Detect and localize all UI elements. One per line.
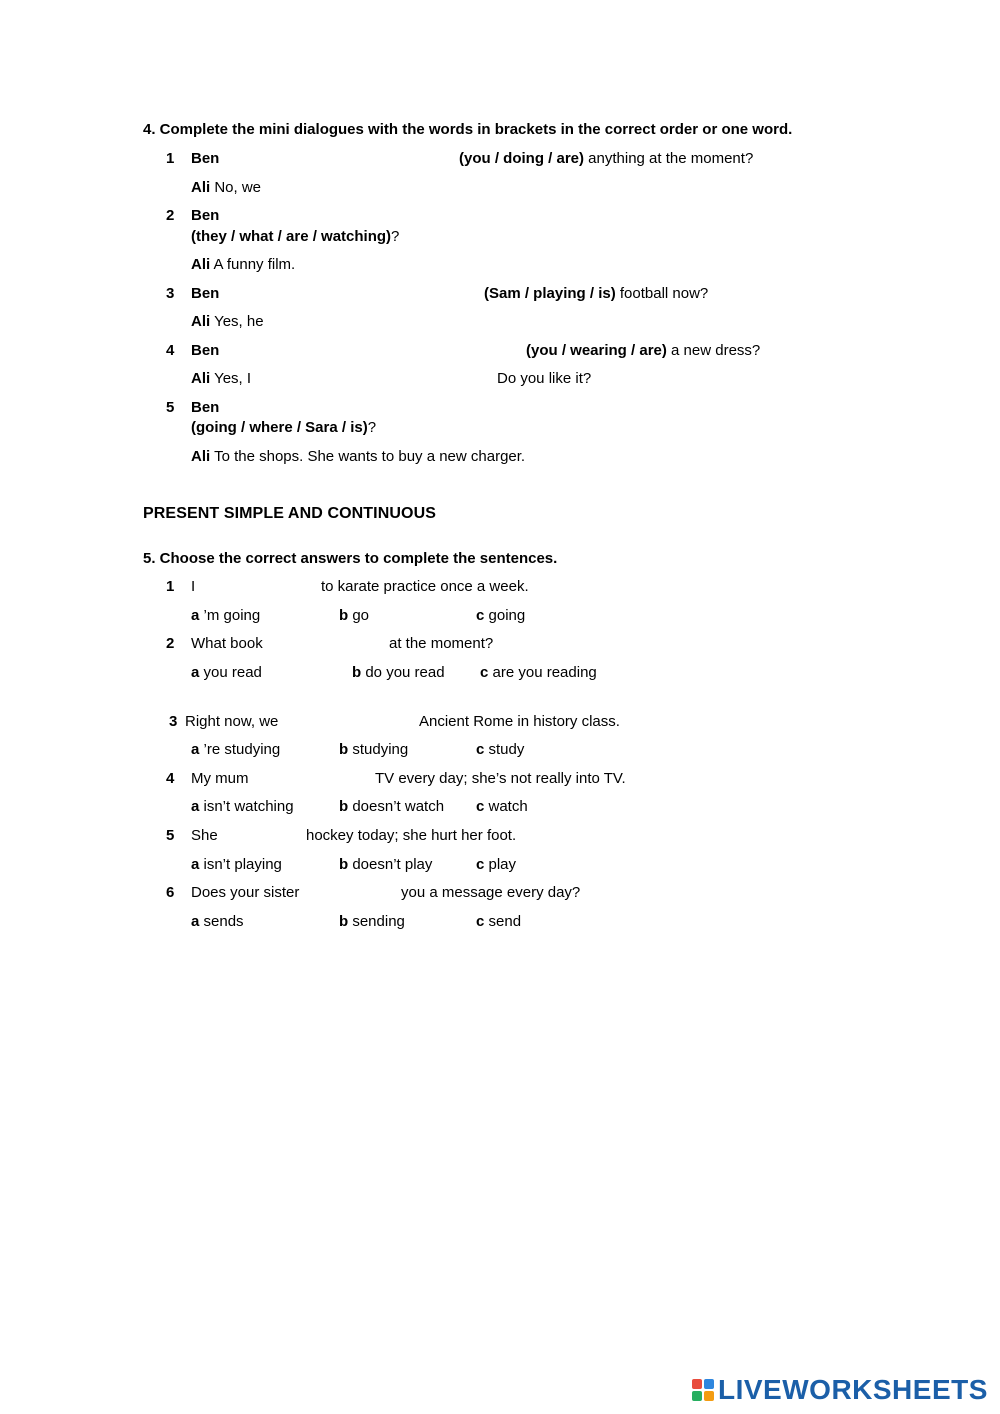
option-b[interactable] <box>352 664 445 682</box>
option-text: sending <box>348 913 405 930</box>
option-text: isn’t playing <box>199 856 282 873</box>
question-text-after: hockey today; she hurt her foot. <box>306 827 517 844</box>
question-text-after: you a message every day? <box>401 884 581 901</box>
option-a[interactable] <box>191 798 294 816</box>
question-text-after: to karate practice once a week. <box>321 578 529 595</box>
option-letter: a <box>191 856 200 873</box>
question-text-before: I <box>191 578 196 595</box>
section-heading: PRESENT SIMPLE AND CONTINUOUS <box>143 505 436 522</box>
item-number: 2 <box>166 207 175 224</box>
speaker-ali: Ali <box>191 370 211 387</box>
question-number: 4 <box>166 770 175 787</box>
bracket-words: (going / where / Sara / is) <box>191 419 368 436</box>
answer-blank[interactable] <box>288 713 413 731</box>
option-a[interactable] <box>191 664 262 682</box>
line-rest: ? <box>391 228 400 245</box>
answer-blank[interactable] <box>235 150 450 168</box>
option-letter: b <box>339 913 349 930</box>
question-text-before: Does your sister <box>191 884 300 901</box>
bracket-words: (they / what / are / watching) <box>191 228 392 245</box>
line-rest: ? <box>367 419 377 436</box>
option-text: watch <box>484 798 528 815</box>
item-number: 4 <box>166 342 175 359</box>
answer-blank[interactable] <box>255 770 369 788</box>
reply-line <box>191 179 261 197</box>
speaker-ali: Ali <box>191 448 211 465</box>
option-text: you read <box>199 664 262 681</box>
option-text: doesn’t play <box>348 856 433 873</box>
option-letter: b <box>339 856 349 873</box>
option-text: ’m going <box>199 607 261 624</box>
reply-text: To the shops. She wants to buy a new charger. <box>210 448 526 465</box>
logo-grid-icon <box>692 1379 714 1401</box>
option-letter: a <box>191 741 200 758</box>
option-c[interactable] <box>476 607 525 625</box>
option-c[interactable] <box>480 664 597 682</box>
speaker-ali: Ali <box>191 256 211 273</box>
item-number: 3 <box>166 285 175 302</box>
answer-blank[interactable] <box>235 207 655 225</box>
question-number: 1 <box>166 578 175 595</box>
answer-blank[interactable] <box>306 884 394 902</box>
dialogue-line <box>484 285 708 303</box>
option-b[interactable] <box>339 856 432 874</box>
option-letter: c <box>476 741 485 758</box>
answer-blank[interactable] <box>235 399 655 417</box>
item-number: 1 <box>166 150 175 167</box>
option-b[interactable] <box>339 798 444 816</box>
option-text: isn’t watching <box>199 798 294 815</box>
dialogue-line <box>526 342 760 360</box>
question-text-after: at the moment? <box>389 635 494 652</box>
speaker-ben: Ben <box>191 342 220 359</box>
option-c[interactable] <box>476 798 528 816</box>
speaker-ben: Ben <box>191 207 220 224</box>
question-number: 3 <box>169 713 178 730</box>
question-text-after: Ancient Rome in history class. <box>419 713 620 730</box>
reply-text: A funny film. <box>210 256 296 273</box>
reply-text: Yes, I <box>210 370 252 387</box>
option-text: send <box>484 913 522 930</box>
option-c[interactable] <box>476 913 521 931</box>
exercise-4-instruction: 4. Complete the mini dialogues with the words in brackets in the correct order or one word. <box>143 121 793 138</box>
logo-square <box>692 1391 702 1401</box>
option-letter: a <box>191 913 200 930</box>
option-letter: a <box>191 607 200 624</box>
dialogue-line <box>191 228 399 246</box>
question-number: 5 <box>166 827 175 844</box>
option-b[interactable] <box>339 607 369 625</box>
answer-blank[interactable] <box>224 827 300 845</box>
option-letter: b <box>339 798 349 815</box>
option-text: sends <box>199 913 244 930</box>
logo-square <box>704 1379 714 1389</box>
question-text-before: My mum <box>191 770 249 787</box>
question-number: 2 <box>166 635 175 652</box>
reply-text: Yes, he <box>210 313 264 330</box>
option-text: study <box>484 741 525 758</box>
option-letter: c <box>476 798 485 815</box>
item-number: 5 <box>166 399 175 416</box>
speaker-ali: Ali <box>191 179 211 196</box>
question-text-after: TV every day; she’s not really into TV. <box>375 770 626 787</box>
reply-after-text: Do you like it? <box>497 370 592 387</box>
question-text-before: She <box>191 827 218 844</box>
option-text: ’re studying <box>199 741 281 758</box>
option-letter: c <box>476 913 485 930</box>
answer-blank[interactable] <box>235 342 515 360</box>
bracket-words: (you / doing / are) <box>459 150 585 167</box>
option-text: doesn’t watch <box>348 798 445 815</box>
reply-line <box>191 313 264 331</box>
line-rest: a new dress? <box>666 342 761 359</box>
dialogue-line <box>459 150 753 168</box>
line-rest: anything at the moment? <box>584 150 754 167</box>
reply-text: No, we <box>210 179 262 196</box>
option-letter: a <box>191 798 200 815</box>
reply-line <box>191 370 251 388</box>
option-letter: c <box>476 856 485 873</box>
speaker-ben: Ben <box>191 399 220 416</box>
question-text-before: Right now, we <box>185 713 279 730</box>
line-rest: football now? <box>615 285 709 302</box>
logo-text: LIVEWORKSHEETS <box>718 1374 988 1405</box>
reply-line <box>191 448 525 466</box>
liveworksheets-logo[interactable] <box>692 1375 988 1405</box>
option-letter: b <box>352 664 362 681</box>
question-number: 6 <box>166 884 175 901</box>
answer-blank[interactable] <box>268 635 383 653</box>
option-a[interactable] <box>191 913 244 931</box>
option-letter: b <box>339 741 349 758</box>
option-a[interactable] <box>191 856 282 874</box>
dialogue-line <box>191 419 376 437</box>
option-c[interactable] <box>476 856 516 874</box>
answer-blank[interactable] <box>272 313 472 331</box>
speaker-ali: Ali <box>191 313 211 330</box>
option-text: are you reading <box>488 664 597 681</box>
exercise-5-instruction: 5. Choose the correct answers to complete the sentences. <box>143 550 558 567</box>
option-text: do you read <box>361 664 445 681</box>
bracket-words: (Sam / playing / is) <box>484 285 616 302</box>
option-letter: a <box>191 664 200 681</box>
option-letter: c <box>480 664 489 681</box>
option-text: going <box>484 607 526 624</box>
option-a[interactable] <box>191 741 280 759</box>
logo-square <box>692 1379 702 1389</box>
bracket-words: (you / wearing / are) <box>526 342 667 359</box>
option-text: play <box>484 856 517 873</box>
option-b[interactable] <box>339 913 405 931</box>
option-letter: b <box>339 607 349 624</box>
option-text: go <box>348 607 370 624</box>
option-text: studying <box>348 741 409 758</box>
question-text-before: What book <box>191 635 263 652</box>
answer-blank[interactable] <box>200 578 315 596</box>
speaker-ben: Ben <box>191 150 220 167</box>
option-c[interactable] <box>476 741 524 759</box>
answer-blank[interactable] <box>235 285 475 303</box>
logo-square <box>704 1391 714 1401</box>
answer-blank[interactable] <box>268 179 468 197</box>
option-letter: c <box>476 607 485 624</box>
option-b[interactable] <box>339 741 408 759</box>
answer-blank[interactable] <box>262 370 487 388</box>
speaker-ben: Ben <box>191 285 220 302</box>
reply-line <box>191 256 295 274</box>
option-a[interactable] <box>191 607 260 625</box>
